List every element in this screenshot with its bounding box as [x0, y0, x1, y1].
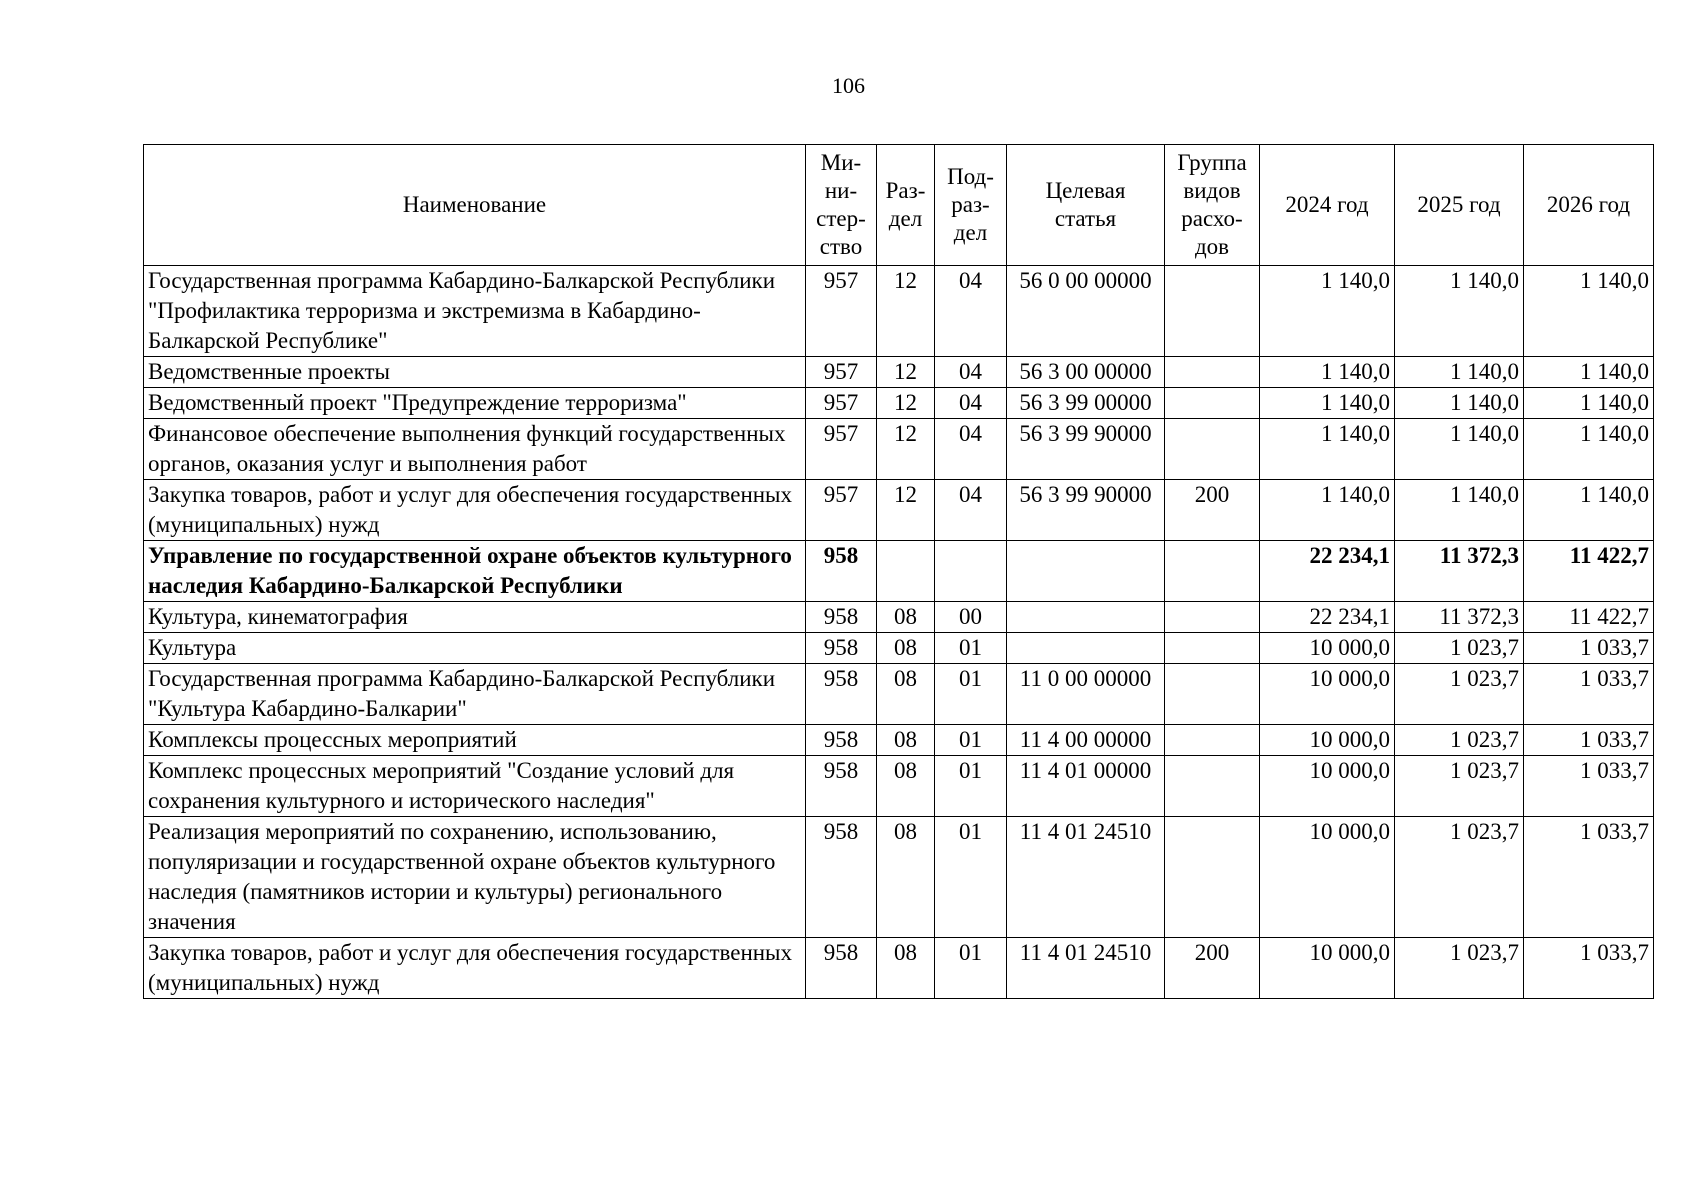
- table-row: [144, 419, 1654, 480]
- cell-2026: 1 033,7: [1524, 938, 1654, 999]
- cell-2024: 22 234,1: [1260, 541, 1395, 602]
- cell-2024: 10 000,0: [1260, 664, 1395, 725]
- cell-2024: 10 000,0: [1260, 756, 1395, 817]
- header-2026: 2026 год: [1524, 145, 1654, 266]
- header-ministry: Ми- ни- стер- ство: [806, 145, 877, 266]
- cell-section: 08: [877, 725, 935, 756]
- cell-2025: 1 023,7: [1395, 817, 1524, 938]
- cell-target-article: 11 4 01 24510: [1007, 938, 1165, 999]
- table-row: [144, 388, 1654, 419]
- cell-expense-group: [1165, 664, 1260, 725]
- cell-section: [877, 541, 935, 602]
- cell-ministry: 958: [806, 938, 877, 999]
- cell-2026: 1 140,0: [1524, 266, 1654, 357]
- table-row: [144, 725, 1654, 756]
- table-row: [144, 817, 1654, 938]
- cell-expense-group: 200: [1165, 480, 1260, 541]
- cell-expense-group: [1165, 419, 1260, 480]
- cell-ministry: 958: [806, 725, 877, 756]
- cell-ministry: 958: [806, 756, 877, 817]
- cell-subsection: 04: [935, 388, 1007, 419]
- cell-name: Финансовое обеспечение выполнения функций государственных органов, оказания услуг и выполнения работ: [144, 419, 806, 480]
- cell-section: 12: [877, 480, 935, 541]
- cell-name: Комплексы процессных мероприятий: [144, 725, 806, 756]
- cell-section: 08: [877, 938, 935, 999]
- cell-2026: 1 140,0: [1524, 419, 1654, 480]
- cell-target-article: 56 3 99 90000: [1007, 480, 1165, 541]
- cell-section: 08: [877, 817, 935, 938]
- table-row: [144, 756, 1654, 817]
- cell-2026: 1 033,7: [1524, 725, 1654, 756]
- cell-target-article: 56 3 99 00000: [1007, 388, 1165, 419]
- cell-section: 08: [877, 633, 935, 664]
- cell-ministry: 958: [806, 541, 877, 602]
- header-row: [144, 145, 1654, 266]
- cell-target-article: 11 4 01 00000: [1007, 756, 1165, 817]
- cell-subsection: 04: [935, 480, 1007, 541]
- cell-ministry: 958: [806, 633, 877, 664]
- cell-expense-group: [1165, 602, 1260, 633]
- cell-2025: 1 023,7: [1395, 725, 1524, 756]
- cell-2024: 10 000,0: [1260, 725, 1395, 756]
- cell-2026: 11 422,7: [1524, 602, 1654, 633]
- cell-2026: 1 140,0: [1524, 480, 1654, 541]
- cell-name: Реализация мероприятий по сохранению, использованию, популяризации и государственной охране объектов культурного наследия (памятников истории и культуры) регионального значения: [144, 817, 806, 938]
- cell-name: Культура: [144, 633, 806, 664]
- table-row: [144, 633, 1654, 664]
- cell-name: Государственная программа Кабардино-Балкарской Республики "Профилактика терроризма и экстремизма в Кабардино-Балкарской Республике": [144, 266, 806, 357]
- cell-2026: 1 033,7: [1524, 817, 1654, 938]
- cell-subsection: 01: [935, 633, 1007, 664]
- cell-ministry: 957: [806, 266, 877, 357]
- cell-2024: 1 140,0: [1260, 266, 1395, 357]
- table-body: [144, 266, 1654, 999]
- cell-expense-group: [1165, 756, 1260, 817]
- cell-name: Управление по государственной охране объектов культурного наследия Кабардино-Балкарской Республики: [144, 541, 806, 602]
- cell-target-article: 11 4 01 24510: [1007, 817, 1165, 938]
- header-section: Раз- дел: [877, 145, 935, 266]
- table-row: [144, 541, 1654, 602]
- cell-subsection: 01: [935, 756, 1007, 817]
- cell-2025: 1 023,7: [1395, 633, 1524, 664]
- cell-2025: 1 023,7: [1395, 664, 1524, 725]
- header-target-article: Целевая статья: [1007, 145, 1165, 266]
- page-number: 106: [832, 73, 865, 98]
- cell-ministry: 957: [806, 357, 877, 388]
- cell-2024: 1 140,0: [1260, 419, 1395, 480]
- cell-2026: 1 140,0: [1524, 357, 1654, 388]
- cell-subsection: 01: [935, 725, 1007, 756]
- cell-2025: 1 140,0: [1395, 357, 1524, 388]
- cell-2025: 1 023,7: [1395, 938, 1524, 999]
- cell-2025: 11 372,3: [1395, 602, 1524, 633]
- cell-2026: 1 033,7: [1524, 756, 1654, 817]
- cell-target-article: [1007, 541, 1165, 602]
- table-row: [144, 664, 1654, 725]
- cell-ministry: 958: [806, 664, 877, 725]
- cell-2025: 1 140,0: [1395, 480, 1524, 541]
- cell-2024: 10 000,0: [1260, 817, 1395, 938]
- cell-expense-group: [1165, 633, 1260, 664]
- cell-2025: 1 140,0: [1395, 419, 1524, 480]
- table-row: [144, 357, 1654, 388]
- cell-name: Закупка товаров, работ и услуг для обеспечения государственных (муниципальных) нужд: [144, 938, 806, 999]
- cell-ministry: 957: [806, 388, 877, 419]
- cell-2025: 1 140,0: [1395, 388, 1524, 419]
- cell-2025: 1 140,0: [1395, 266, 1524, 357]
- header-name: Наименование: [144, 145, 806, 266]
- cell-subsection: 01: [935, 938, 1007, 999]
- cell-name: Государственная программа Кабардино-Балкарской Республики "Культура Кабардино-Балкарии": [144, 664, 806, 725]
- cell-expense-group: [1165, 357, 1260, 388]
- cell-section: 12: [877, 357, 935, 388]
- cell-name: Культура, кинематография: [144, 602, 806, 633]
- cell-section: 12: [877, 419, 935, 480]
- cell-name: Ведомственные проекты: [144, 357, 806, 388]
- cell-section: 08: [877, 602, 935, 633]
- cell-expense-group: [1165, 266, 1260, 357]
- cell-2024: 1 140,0: [1260, 388, 1395, 419]
- cell-2024: 10 000,0: [1260, 938, 1395, 999]
- cell-ministry: 958: [806, 817, 877, 938]
- cell-2026: 1 140,0: [1524, 388, 1654, 419]
- cell-expense-group: [1165, 388, 1260, 419]
- cell-subsection: 01: [935, 817, 1007, 938]
- table-row: [144, 602, 1654, 633]
- budget-table: [143, 144, 1654, 999]
- cell-expense-group: [1165, 817, 1260, 938]
- cell-section: 12: [877, 266, 935, 357]
- cell-2026: 1 033,7: [1524, 633, 1654, 664]
- cell-target-article: [1007, 633, 1165, 664]
- cell-name: Комплекс процессных мероприятий "Создание условий для сохранения культурного и исторического наследия": [144, 756, 806, 817]
- table-row: [144, 938, 1654, 999]
- cell-2024: 10 000,0: [1260, 633, 1395, 664]
- header-expense-group: Группа видов расхо- дов: [1165, 145, 1260, 266]
- cell-2024: 1 140,0: [1260, 357, 1395, 388]
- cell-subsection: [935, 541, 1007, 602]
- cell-target-article: 11 4 00 00000: [1007, 725, 1165, 756]
- cell-2024: 1 140,0: [1260, 480, 1395, 541]
- cell-section: 08: [877, 664, 935, 725]
- cell-subsection: 04: [935, 357, 1007, 388]
- cell-expense-group: [1165, 725, 1260, 756]
- cell-ministry: 957: [806, 419, 877, 480]
- cell-target-article: 11 0 00 00000: [1007, 664, 1165, 725]
- cell-section: 12: [877, 388, 935, 419]
- cell-2026: 11 422,7: [1524, 541, 1654, 602]
- cell-target-article: 56 3 99 90000: [1007, 419, 1165, 480]
- cell-2024: 22 234,1: [1260, 602, 1395, 633]
- header-subsection: Под- раз- дел: [935, 145, 1007, 266]
- cell-2025: 1 023,7: [1395, 756, 1524, 817]
- cell-target-article: 56 3 00 00000: [1007, 357, 1165, 388]
- cell-name: Закупка товаров, работ и услуг для обеспечения государственных (муниципальных) нужд: [144, 480, 806, 541]
- header-2024: 2024 год: [1260, 145, 1395, 266]
- cell-expense-group: [1165, 541, 1260, 602]
- header-2025: 2025 год: [1395, 145, 1524, 266]
- cell-subsection: 04: [935, 419, 1007, 480]
- cell-subsection: 01: [935, 664, 1007, 725]
- cell-expense-group: 200: [1165, 938, 1260, 999]
- table-row: [144, 480, 1654, 541]
- cell-ministry: 958: [806, 602, 877, 633]
- cell-subsection: 00: [935, 602, 1007, 633]
- cell-section: 08: [877, 756, 935, 817]
- cell-target-article: [1007, 602, 1165, 633]
- cell-target-article: 56 0 00 00000: [1007, 266, 1165, 357]
- cell-2025: 11 372,3: [1395, 541, 1524, 602]
- cell-ministry: 957: [806, 480, 877, 541]
- cell-2026: 1 033,7: [1524, 664, 1654, 725]
- cell-name: Ведомственный проект "Предупреждение терроризма": [144, 388, 806, 419]
- table-row: [144, 266, 1654, 357]
- cell-subsection: 04: [935, 266, 1007, 357]
